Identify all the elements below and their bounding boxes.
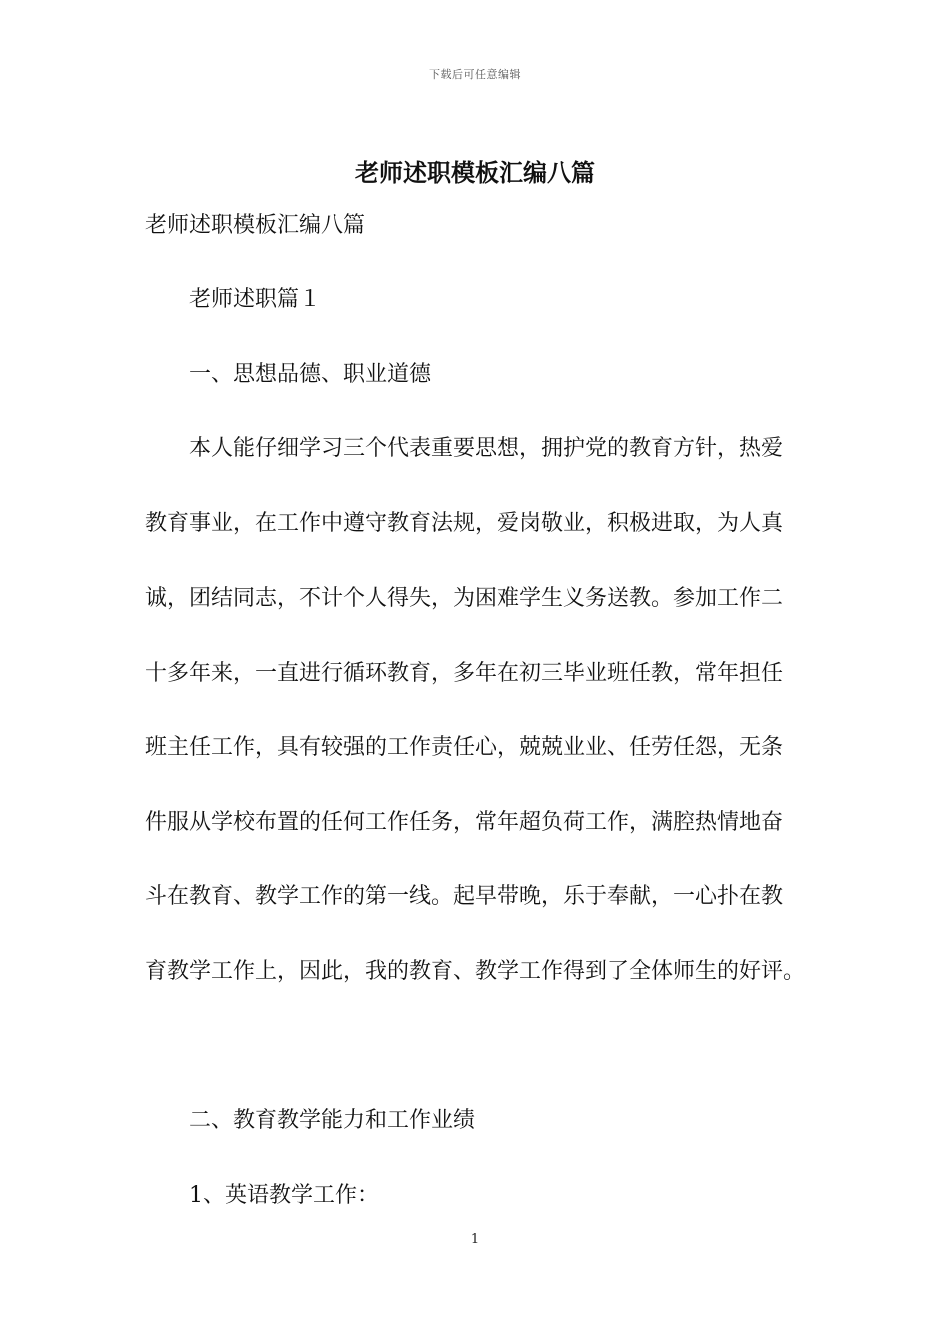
paragraph-line: 十多年来，一直进行循环教育，多年在初三毕业班任教，常年担任 — [145, 661, 784, 686]
paragraph-line: 本人能仔细学习三个代表重要思想，拥护党的教育方针，热爱 — [189, 436, 784, 461]
paragraph-line: 诚，团结同志，不计个人得失，为困难学生义务送教。参加工作二 — [145, 586, 784, 611]
paragraph-line: 教育事业，在工作中遵守教育法规，爱岗敬业，积极进取，为人真 — [145, 511, 784, 536]
document-subtitle: 老师述职模板汇编八篇 — [145, 213, 366, 238]
part2-heading: 二、教育教学能力和工作业绩 — [189, 1108, 476, 1133]
paragraph-line: 班主任工作，具有较强的工作责任心，兢兢业业、任劳任怨，无条 — [145, 735, 784, 760]
paragraph-line: 育教学工作上，因此，我的教育、教学工作得到了全体师生的好评。 — [145, 959, 806, 984]
page-header-note: 下载后可任意编辑 — [429, 68, 521, 81]
paragraph-line: 件服从学校布置的任何工作任务，常年超负荷工作，满腔热情地奋 — [145, 810, 784, 835]
item1-heading: 1、英语教学工作： — [189, 1183, 379, 1208]
document-title: 老师述职模板汇编八篇 — [355, 158, 595, 187]
section-heading: 老师述职篇１ — [189, 287, 322, 312]
paragraph-line: 斗在教育、教学工作的第一线。起早带晚，乐于奉献，一心扑在教 — [145, 884, 784, 909]
part1-heading: 一、思想品德、职业道德 — [189, 362, 432, 387]
page-number: 1 — [470, 1232, 480, 1247]
